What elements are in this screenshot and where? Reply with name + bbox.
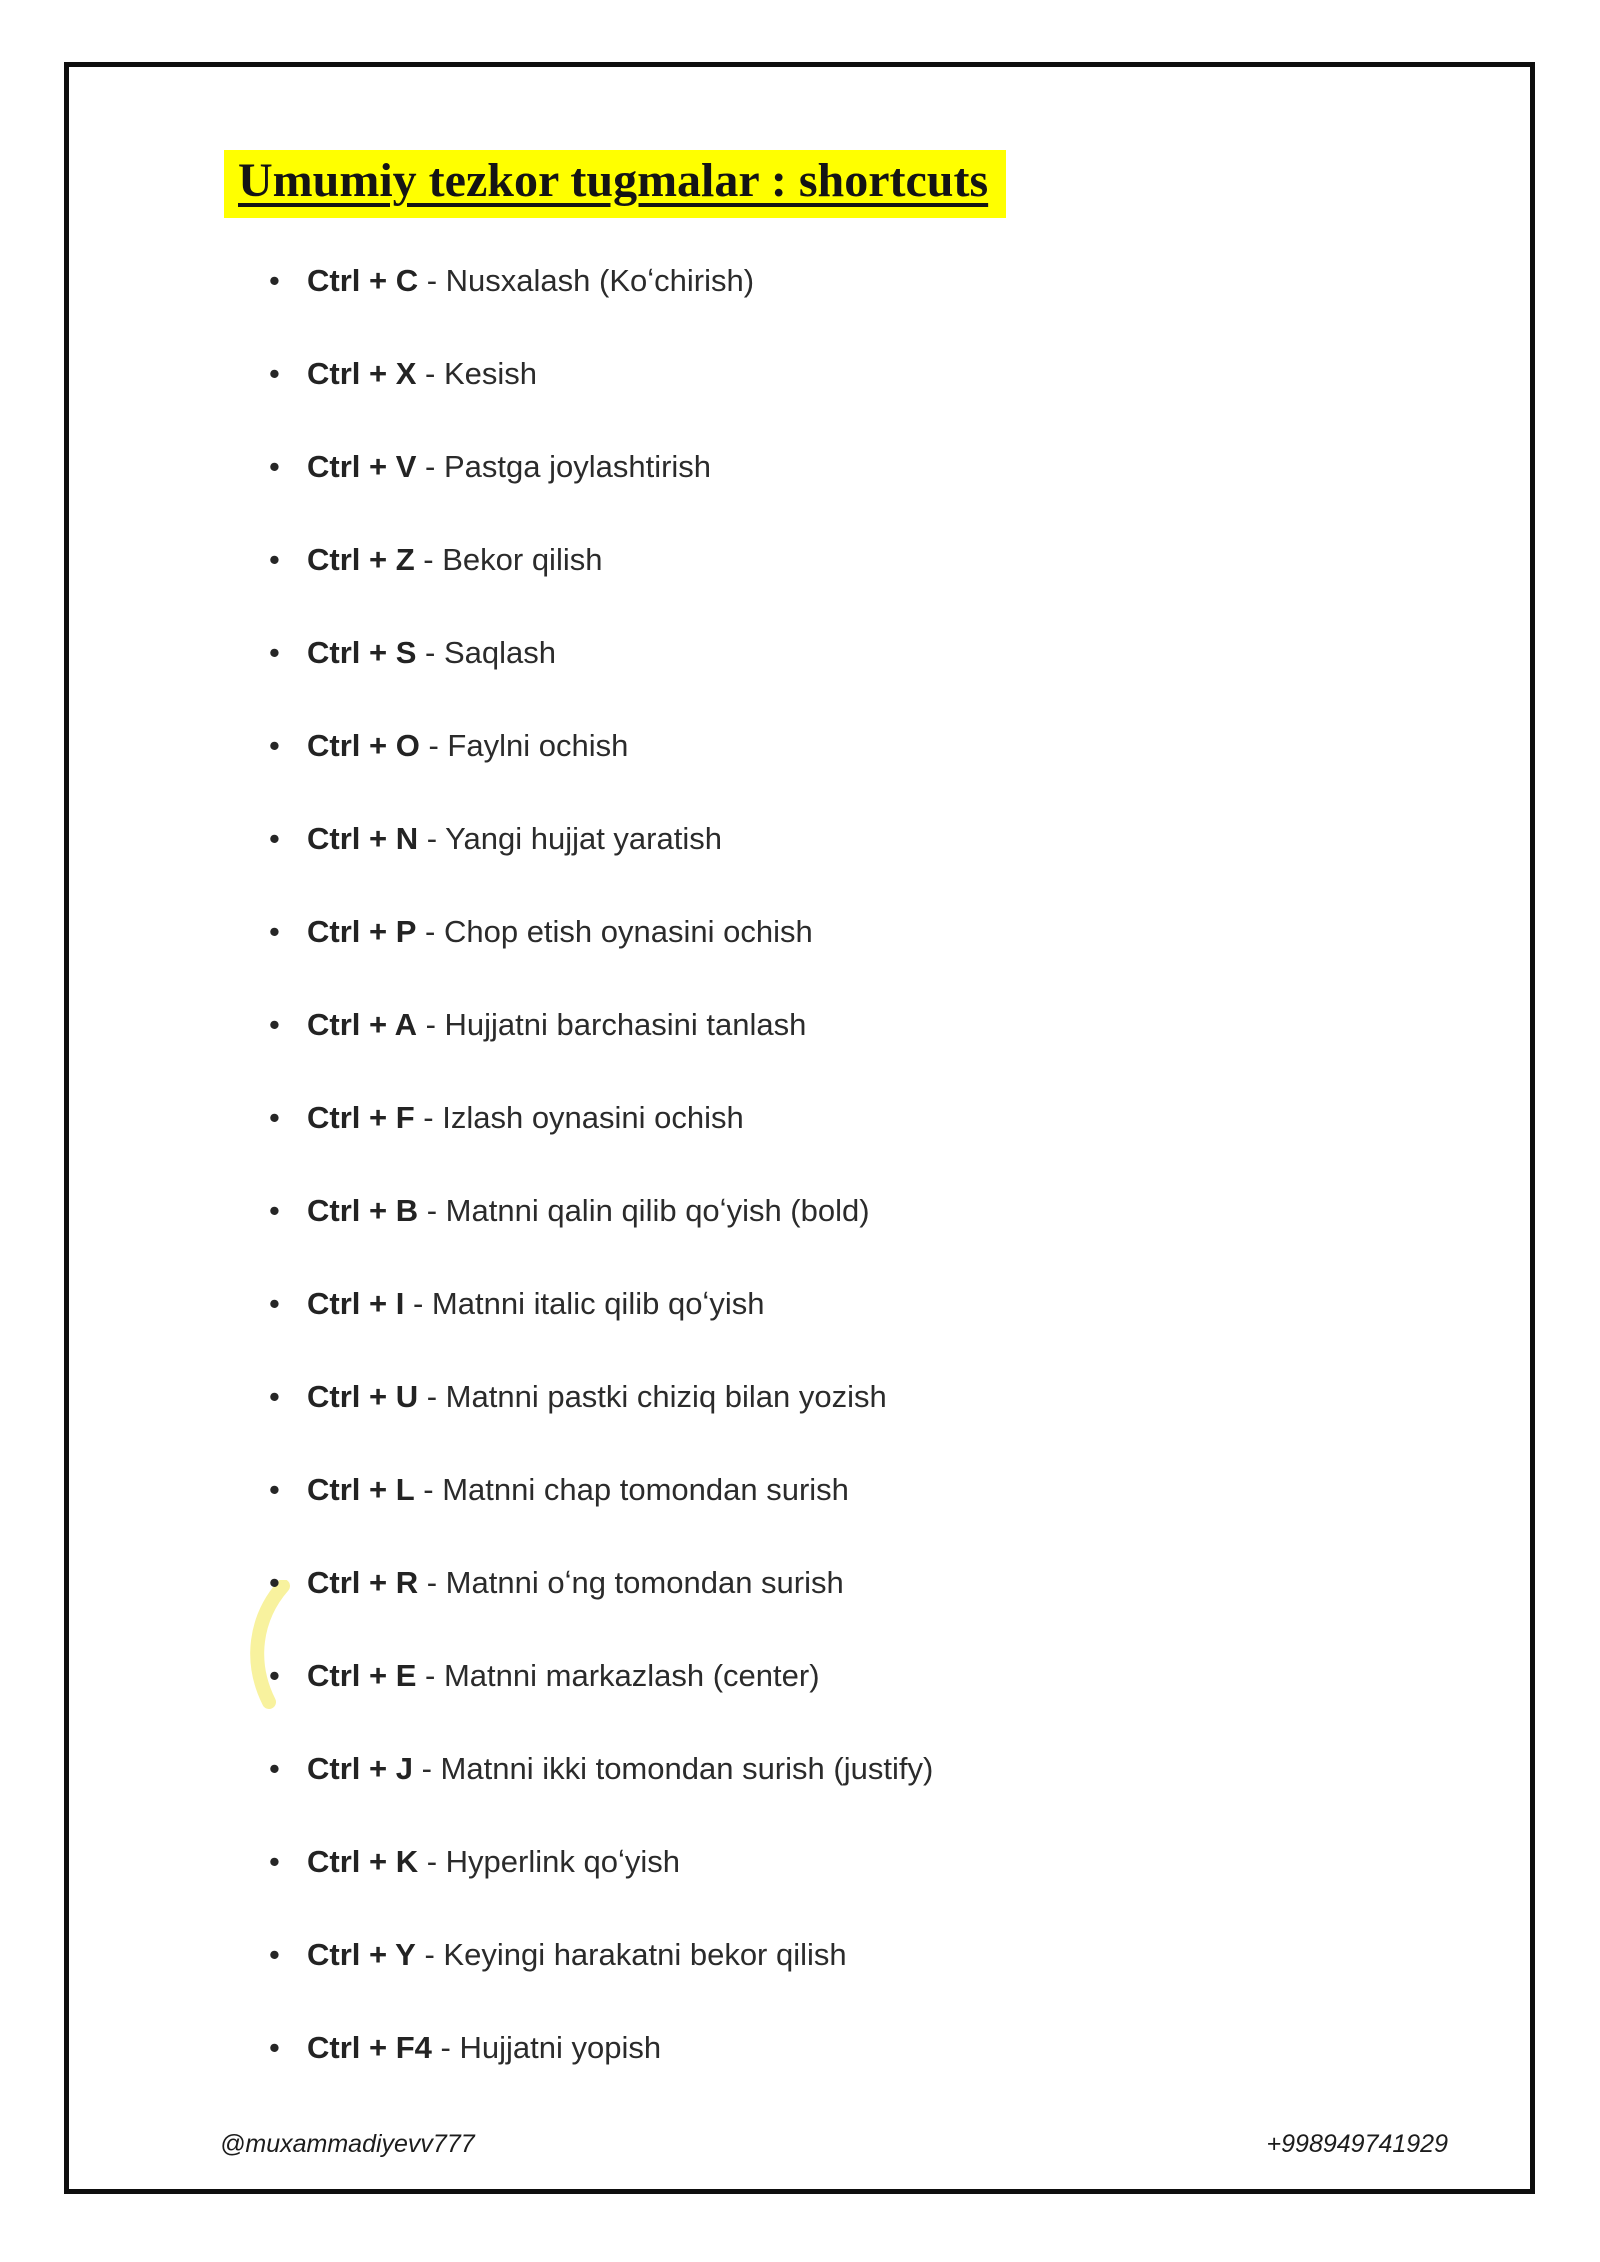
shortcut-description: Kesish	[443, 356, 538, 391]
shortcut-description: Matnni oʻng tomondan surish	[445, 1565, 844, 1600]
list-item	[269, 1378, 933, 1416]
list-item	[269, 262, 933, 300]
list-item	[269, 1099, 933, 1137]
shortcut-description: Bekor qilish	[442, 542, 603, 577]
list-item	[269, 1006, 933, 1044]
list-item	[269, 1936, 933, 1974]
list-item	[269, 1657, 933, 1695]
separator: -	[418, 263, 446, 298]
separator: -	[416, 914, 444, 949]
separator: -	[431, 2030, 460, 2065]
shortcut-keys: Ctrl + V	[307, 449, 417, 484]
shortcut-description: Keyingi harakatni bekor qilish	[443, 1937, 847, 1972]
page-footer	[220, 2130, 1448, 2159]
list-item	[269, 1471, 933, 1509]
shortcut-keys: Ctrl + I	[307, 1286, 405, 1321]
shortcut-keys: Ctrl + S	[307, 635, 417, 670]
page-title: Umumiy tezkor tugmalar : shortcuts	[238, 154, 989, 207]
separator: -	[414, 1100, 443, 1135]
list-item	[269, 820, 933, 858]
separator: -	[404, 1286, 432, 1321]
shortcut-description: Matnni italic qilib qoʻyish	[431, 1286, 765, 1321]
shortcut-description: Matnni ikki tomondan surish (justify)	[440, 1751, 934, 1786]
separator: -	[416, 356, 444, 391]
separator: -	[418, 1379, 446, 1414]
shortcut-description: Yangi hujjat yaratish	[445, 821, 722, 856]
separator: -	[418, 1565, 446, 1600]
separator: -	[416, 1007, 445, 1042]
shortcut-keys: Ctrl + R	[307, 1565, 419, 1600]
shortcut-description: Hujjatni yopish	[459, 2030, 662, 2065]
list-item	[269, 1192, 933, 1230]
list-item	[269, 634, 933, 672]
shortcut-description: Chop etish oynasini ochish	[443, 914, 813, 949]
shortcut-keys: Ctrl + F4	[307, 2030, 432, 2065]
shortcut-description: Matnni chap tomondan surish	[442, 1472, 849, 1507]
list-item	[269, 2029, 933, 2067]
shortcut-description: Hyperlink qoʻyish	[445, 1844, 680, 1879]
shortcut-description: Matnni pastki chiziq bilan yozish	[445, 1379, 887, 1414]
shortcut-keys: Ctrl + C	[307, 263, 419, 298]
shortcut-keys: Ctrl + Z	[307, 542, 415, 577]
shortcut-keys: Ctrl + J	[307, 1751, 413, 1786]
shortcut-description: Matnni markazlash (center)	[443, 1658, 820, 1693]
shortcut-keys: Ctrl + F	[307, 1100, 415, 1135]
shortcut-keys: Ctrl + E	[307, 1658, 417, 1693]
title-highlight	[224, 150, 1006, 218]
separator: -	[418, 1193, 446, 1228]
shortcut-description: Hujjatni barchasini tanlash	[444, 1007, 807, 1042]
shortcut-keys: Ctrl + K	[307, 1844, 419, 1879]
shortcut-keys: Ctrl + Y	[307, 1937, 416, 1972]
shortcut-keys: Ctrl + A	[307, 1007, 417, 1042]
shortcut-keys: Ctrl + L	[307, 1472, 415, 1507]
list-item	[269, 727, 933, 765]
footer-phone: +998949741929	[1266, 2130, 1448, 2158]
list-item	[269, 1750, 933, 1788]
list-item	[269, 541, 933, 579]
separator: -	[418, 1844, 446, 1879]
shortcut-keys: Ctrl + P	[307, 914, 417, 949]
list-item	[269, 1285, 933, 1323]
list-item	[269, 1843, 933, 1881]
list-item	[269, 913, 933, 951]
shortcut-description: Faylni ochish	[447, 728, 629, 763]
separator: -	[418, 821, 446, 856]
shortcut-keys: Ctrl + X	[307, 356, 417, 391]
list-item	[269, 355, 933, 393]
separator: -	[416, 635, 444, 670]
separator: -	[415, 1937, 444, 1972]
shortcut-keys: Ctrl + N	[307, 821, 419, 856]
list-item	[269, 1564, 933, 1602]
shortcut-keys: Ctrl + U	[307, 1379, 419, 1414]
separator: -	[412, 1751, 441, 1786]
separator: -	[416, 1658, 444, 1693]
shortcut-description: Pastga joylashtirish	[443, 449, 712, 484]
shortcut-list	[269, 262, 933, 2122]
separator: -	[414, 1472, 443, 1507]
shortcut-description: Nusxalash (Koʻchirish)	[445, 263, 755, 298]
separator: -	[414, 542, 443, 577]
shortcut-keys: Ctrl + B	[307, 1193, 419, 1228]
page-title-wrap	[224, 150, 1006, 218]
separator: -	[416, 449, 444, 484]
shortcut-description: Izlash oynasini ochish	[442, 1100, 744, 1135]
shortcut-description: Saqlash	[443, 635, 556, 670]
list-item	[269, 448, 933, 486]
footer-handle: @muxammadiyevv777	[220, 2130, 475, 2158]
shortcut-keys: Ctrl + O	[307, 728, 420, 763]
shortcut-description: Matnni qalin qilib qoʻyish (bold)	[445, 1193, 870, 1228]
separator: -	[419, 728, 448, 763]
